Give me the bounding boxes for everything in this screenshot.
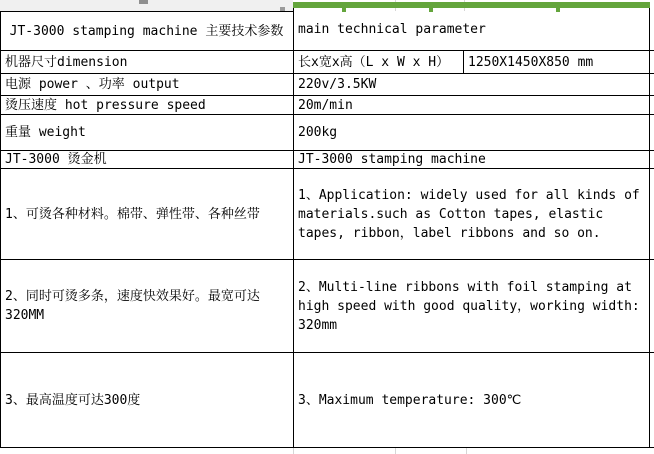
gridline-below	[395, 448, 396, 454]
cell-power-label[interactable]: 电源 power 、功率 output	[5, 77, 180, 92]
cell-dimension-label[interactable]: 机器尺寸dimension	[5, 54, 128, 70]
cell-feature1-zh[interactable]: 1、可烫各种材料。棉带、弹性带、各种丝带	[5, 206, 260, 222]
cell-feature3-en[interactable]: 3、Maximum temperature: 300℃	[298, 392, 522, 408]
cell-header-title-en[interactable]: main technical parameter	[298, 21, 486, 37]
gridline-below	[293, 448, 294, 454]
cell-speed-value[interactable]: 20m/min	[298, 97, 353, 113]
cell-feature1-en[interactable]: 1、Application: widely used for all kinds of materials.such as Cotton tapes, elastic tapes, ribbon，label ribbons and so on.	[298, 187, 640, 241]
cell-machine-name-zh[interactable]: JT-3000 烫金机	[5, 152, 107, 167]
cell-speed-label[interactable]: 烫压速度 hot pressure speed	[5, 97, 206, 113]
table-border-bottom	[0, 447, 654, 448]
cell-power-value[interactable]: 220v/3.5KW	[298, 77, 377, 92]
cell-dimension-value[interactable]: 1250X1450X850 mm	[468, 54, 594, 70]
cell-feature3-zh[interactable]: 3、最高温度可达300度	[5, 392, 141, 408]
cell-dimension-lwh[interactable]: 长x宽x高（L x W x H）	[298, 54, 450, 70]
cell-machine-name-en[interactable]: JT-3000 stamping machine	[298, 152, 486, 167]
clipped-cell-mark	[139, 0, 148, 4]
cell-header-title-zh[interactable]: JT-3000 stamping machine 主要技术参数	[9, 23, 284, 39]
cell-weight-value[interactable]: 200kg	[298, 125, 338, 140]
gridline-below	[466, 448, 467, 454]
cell-weight-label[interactable]: 重量 weight	[5, 125, 86, 140]
cell-feature2-zh[interactable]: 2、同时可烫多条，速度快效果好。最宽可达320MM	[5, 289, 260, 323]
cell-feature2-en[interactable]: 2、Multi-line ribbons with foil stamping at high speed with good quality，working width: 320mm	[298, 279, 640, 333]
